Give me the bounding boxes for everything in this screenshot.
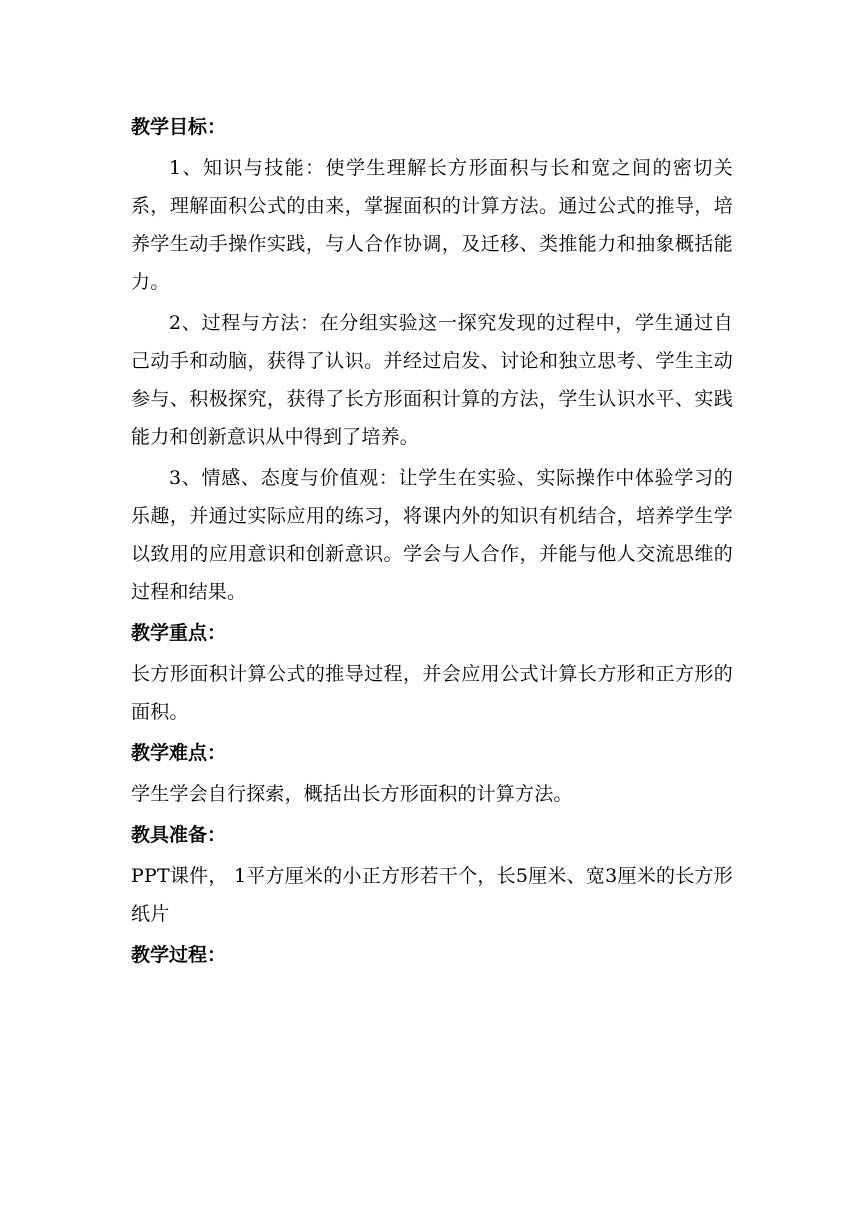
key-points-text: 长方形面积计算公式的推导过程，并会应用公式计算长方形和正方形的面积。 xyxy=(131,663,733,723)
objective-emotion-attitude: 3、情感、态度与价值观：让学生在实验、实际操作中体验学习的乐趣，并通过实际应用的练习，将课内外的知识有机结合，培养学生学以致用的应用意识和创新意识。学会与人合作，并能与他人交流思维的过程和结果。 xyxy=(131,467,733,603)
materials-heading: 教具准备： xyxy=(131,824,227,846)
objectives-heading: 教学目标： xyxy=(131,116,227,138)
objective-process-method: 2、过程与方法：在分组实验这一探究发现的过程中，学生通过自己动手和动脑，获得了认识。并经过启发、讨论和独立思考、学生主动参与、积极探究，获得了长方形面积计算的方法，学生认识水平、实践能力和创新意识从中得到了培养。 xyxy=(131,312,733,448)
process-heading: 教学过程： xyxy=(131,944,227,966)
objective-knowledge-skills: 1、知识与技能：使学生理解长方形面积与长和宽之间的密切关系，理解面积公式的由来，掌握面积的计算方法。通过公式的推导，培养学生动手操作实践，与人合作协调，及迁移、类推能力和抽象概括能力。 xyxy=(131,157,733,293)
document-page xyxy=(131,108,733,977)
materials-text: PPT课件， 1平方厘米的小正方形若干个，长5厘米、宽3厘米的长方形纸片 xyxy=(131,865,733,925)
difficulties-text: 学生学会自行探索，概括出长方形面积的计算方法。 xyxy=(131,783,573,805)
key-points-heading: 教学重点： xyxy=(131,622,227,644)
difficulties-heading: 教学难点： xyxy=(131,742,227,764)
